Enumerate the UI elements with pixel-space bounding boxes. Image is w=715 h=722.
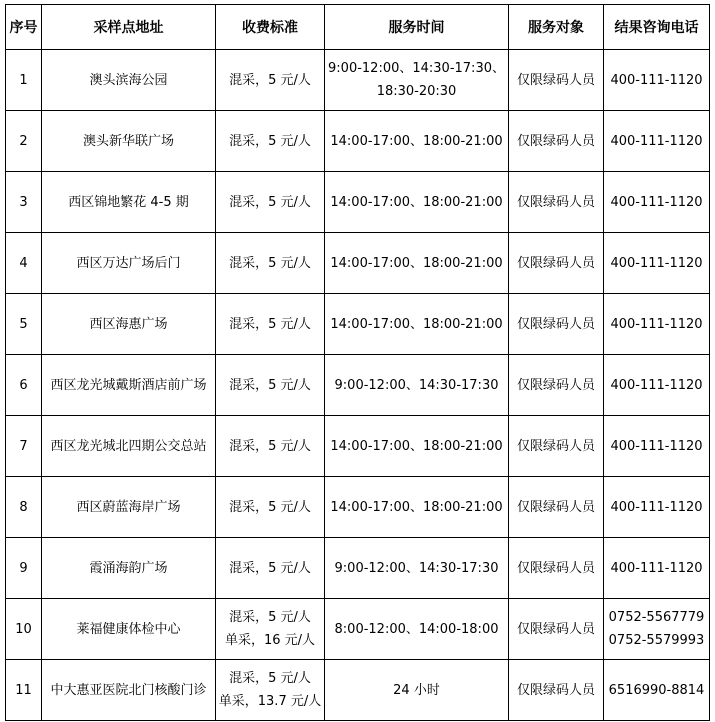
cell-hours bbox=[325, 111, 509, 172]
cell-hours-line: 9:00-12:00、14:30-17:30 bbox=[334, 560, 499, 576]
cell-phone-line: 400-111-1120 bbox=[610, 438, 703, 454]
cell-phone bbox=[604, 50, 710, 111]
cell-phone-line: 400-111-1120 bbox=[610, 499, 703, 515]
table-header-row bbox=[6, 5, 710, 50]
cell-phone-line: 400-111-1120 bbox=[610, 316, 703, 332]
cell-fee-line: 单采，16 元/人 bbox=[224, 633, 316, 648]
cell-hours-line: 14:00-17:00、18:00-21:00 bbox=[330, 133, 503, 149]
cell-phone bbox=[604, 538, 710, 599]
cell-phone bbox=[604, 477, 710, 538]
table-row bbox=[6, 477, 710, 538]
table-row bbox=[6, 50, 710, 111]
header-address: 采样点地址 bbox=[42, 5, 216, 50]
header-target: 服务对象 bbox=[509, 5, 604, 50]
cell-phone-line: 0752-5567779 bbox=[608, 610, 705, 625]
table-row bbox=[6, 294, 710, 355]
cell-phone-line: 400-111-1120 bbox=[610, 133, 703, 149]
cell-target: 仅限绿码人员 bbox=[509, 660, 604, 721]
cell-target: 仅限绿码人员 bbox=[509, 50, 604, 111]
cell-phone-line: 6516990-8814 bbox=[608, 682, 705, 698]
cell-address: 西区龙光城北四期公交总站 bbox=[42, 416, 216, 477]
cell-fee-line: 混采，5 元/人 bbox=[229, 133, 311, 149]
cell-phone-line: 0752-5579993 bbox=[608, 633, 705, 648]
cell-target: 仅限绿码人员 bbox=[509, 172, 604, 233]
cell-fee-line: 混采，5 元/人 bbox=[229, 438, 311, 454]
table-row bbox=[6, 172, 710, 233]
cell-phone-line: 400-111-1120 bbox=[610, 377, 703, 393]
cell-address: 西区万达广场后门 bbox=[42, 233, 216, 294]
cell-address: 西区海惠广场 bbox=[42, 294, 216, 355]
cell-phone bbox=[604, 660, 710, 721]
cell-phone bbox=[604, 355, 710, 416]
cell-phone bbox=[604, 172, 710, 233]
cell-target: 仅限绿码人员 bbox=[509, 477, 604, 538]
cell-fee-line: 混采，5 元/人 bbox=[229, 499, 311, 515]
cell-hours bbox=[325, 660, 509, 721]
cell-seq: 4 bbox=[6, 233, 42, 294]
cell-hours bbox=[325, 599, 509, 660]
cell-fee bbox=[216, 355, 325, 416]
cell-address: 西区龙光城戴斯酒店前广场 bbox=[42, 355, 216, 416]
cell-address: 莱福健康体检中心 bbox=[42, 599, 216, 660]
cell-address: 西区蔚蓝海岸广场 bbox=[42, 477, 216, 538]
cell-target: 仅限绿码人员 bbox=[509, 416, 604, 477]
cell-address: 西区锦地繁花 4-5 期 bbox=[42, 172, 216, 233]
cell-fee-line: 混采，5 元/人 bbox=[229, 560, 311, 576]
table-row bbox=[6, 599, 710, 660]
cell-hours-line: 9:00-12:00、14:30-17:30、 bbox=[328, 61, 505, 76]
cell-hours bbox=[325, 50, 509, 111]
cell-seq: 7 bbox=[6, 416, 42, 477]
table-row bbox=[6, 233, 710, 294]
cell-fee bbox=[216, 172, 325, 233]
table-row bbox=[6, 416, 710, 477]
cell-seq: 3 bbox=[6, 172, 42, 233]
cell-target: 仅限绿码人员 bbox=[509, 111, 604, 172]
cell-seq: 6 bbox=[6, 355, 42, 416]
cell-seq: 5 bbox=[6, 294, 42, 355]
cell-hours bbox=[325, 477, 509, 538]
cell-fee bbox=[216, 599, 325, 660]
cell-fee bbox=[216, 294, 325, 355]
cell-target: 仅限绿码人员 bbox=[509, 599, 604, 660]
cell-target: 仅限绿码人员 bbox=[509, 233, 604, 294]
cell-fee-line: 混采，5 元/人 bbox=[229, 671, 311, 686]
cell-hours-line: 18:30-20:30 bbox=[376, 84, 457, 99]
cell-fee-line: 混采，5 元/人 bbox=[229, 194, 311, 210]
cell-fee bbox=[216, 111, 325, 172]
cell-seq: 1 bbox=[6, 50, 42, 111]
cell-fee bbox=[216, 477, 325, 538]
cell-phone bbox=[604, 294, 710, 355]
cell-seq: 2 bbox=[6, 111, 42, 172]
cell-phone bbox=[604, 233, 710, 294]
cell-target: 仅限绿码人员 bbox=[509, 294, 604, 355]
table-row bbox=[6, 538, 710, 599]
cell-fee-line: 混采，5 元/人 bbox=[229, 610, 311, 625]
cell-address: 澳头滨海公园 bbox=[42, 50, 216, 111]
cell-hours bbox=[325, 294, 509, 355]
cell-hours-line: 14:00-17:00、18:00-21:00 bbox=[330, 316, 503, 332]
cell-fee-line: 混采，5 元/人 bbox=[229, 255, 311, 271]
header-fee: 收费标准 bbox=[216, 5, 325, 50]
cell-fee-line: 单采，13.7 元/人 bbox=[218, 694, 322, 709]
cell-seq: 10 bbox=[6, 599, 42, 660]
cell-phone-line: 400-111-1120 bbox=[610, 194, 703, 210]
cell-hours bbox=[325, 416, 509, 477]
cell-hours bbox=[325, 355, 509, 416]
cell-seq: 8 bbox=[6, 477, 42, 538]
cell-phone-line: 400-111-1120 bbox=[610, 560, 703, 576]
header-seq: 序号 bbox=[6, 5, 42, 50]
cell-phone bbox=[604, 416, 710, 477]
table-row bbox=[6, 660, 710, 721]
header-hours: 服务时间 bbox=[325, 5, 509, 50]
cell-hours bbox=[325, 172, 509, 233]
cell-fee-line: 混采，5 元/人 bbox=[229, 316, 311, 332]
cell-seq: 9 bbox=[6, 538, 42, 599]
table-body bbox=[6, 50, 710, 721]
header-phone: 结果咨询电话 bbox=[604, 5, 710, 50]
table-row bbox=[6, 111, 710, 172]
cell-hours-line: 14:00-17:00、18:00-21:00 bbox=[330, 194, 503, 210]
cell-hours-line: 14:00-17:00、18:00-21:00 bbox=[330, 255, 503, 271]
cell-fee bbox=[216, 660, 325, 721]
cell-fee-line: 混采，5 元/人 bbox=[229, 72, 311, 88]
cell-address: 澳头新华联广场 bbox=[42, 111, 216, 172]
cell-hours-line: 14:00-17:00、18:00-21:00 bbox=[330, 438, 503, 454]
cell-seq: 11 bbox=[6, 660, 42, 721]
cell-phone-line: 400-111-1120 bbox=[610, 255, 703, 271]
cell-address: 中大惠亚医院北门核酸门诊 bbox=[42, 660, 216, 721]
cell-hours bbox=[325, 538, 509, 599]
cell-fee bbox=[216, 416, 325, 477]
cell-phone-line: 400-111-1120 bbox=[610, 72, 703, 88]
cell-address: 霞涌海韵广场 bbox=[42, 538, 216, 599]
cell-hours-line: 8:00-12:00、14:00-18:00 bbox=[334, 621, 499, 637]
cell-target: 仅限绿码人员 bbox=[509, 355, 604, 416]
cell-hours bbox=[325, 233, 509, 294]
cell-target: 仅限绿码人员 bbox=[509, 538, 604, 599]
sampling-sites-table bbox=[5, 4, 710, 721]
cell-phone bbox=[604, 599, 710, 660]
cell-hours-line: 24 小时 bbox=[393, 682, 440, 698]
cell-fee bbox=[216, 538, 325, 599]
cell-phone bbox=[604, 111, 710, 172]
cell-fee-line: 混采，5 元/人 bbox=[229, 377, 311, 393]
cell-fee bbox=[216, 233, 325, 294]
cell-fee bbox=[216, 50, 325, 111]
cell-hours-line: 14:00-17:00、18:00-21:00 bbox=[330, 499, 503, 515]
table-row bbox=[6, 355, 710, 416]
cell-hours-line: 9:00-12:00、14:30-17:30 bbox=[334, 377, 499, 393]
